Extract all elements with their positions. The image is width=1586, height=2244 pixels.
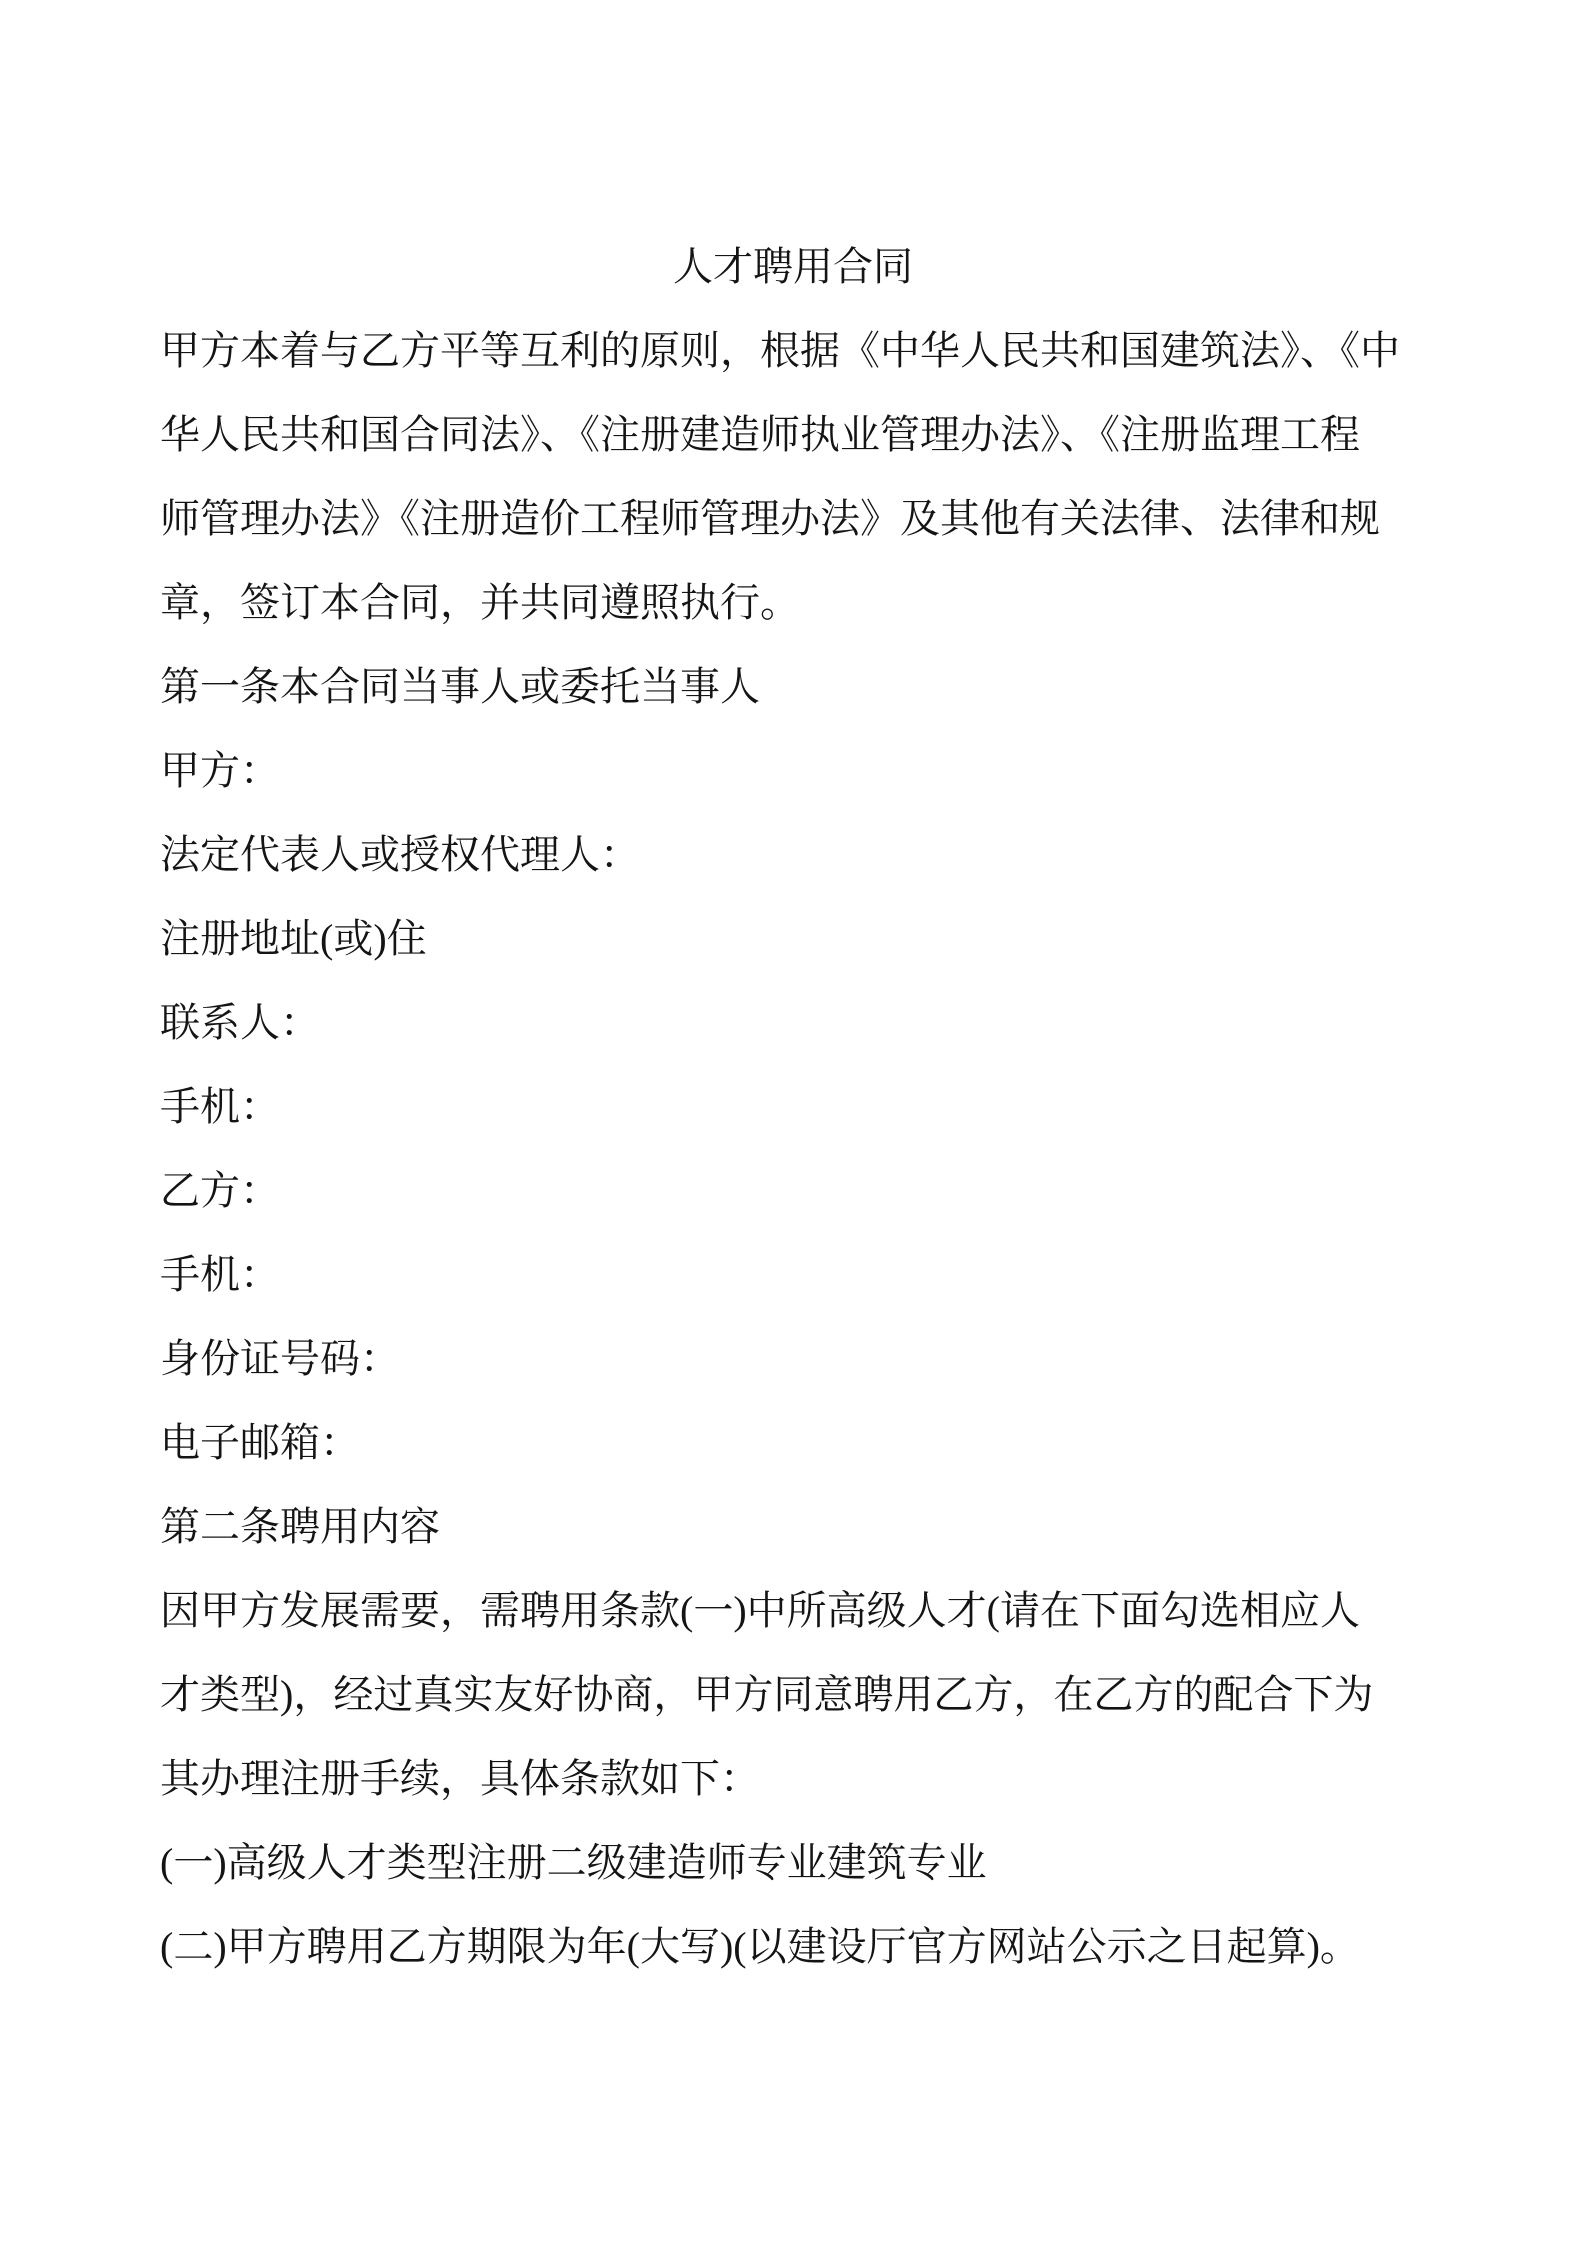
doc-line-article2-body-3: 其办理注册手续，具体条款如下： — [160, 1756, 760, 1801]
doc-line-article2-heading: 第二条聘用内容 — [160, 1504, 440, 1549]
doc-line-party-a-label: 甲方： — [160, 748, 280, 793]
doc-line-preamble-2: 华人民共和国合同法》、《注册建造师执业管理办法》、《注册监理工程 — [160, 412, 1360, 457]
doc-line-article2-body-1: 因甲方发展需要，需聘用条款(一)中所高级人才(请在下面勾选相应人 — [160, 1588, 1360, 1633]
doc-line-article1-heading: 第一条本合同当事人或委托当事人 — [160, 664, 760, 709]
doc-line-clause-2: (二)甲方聘用乙方期限为年(大写)(以建设厅官方网站公示之日起算)。 — [160, 1924, 1360, 1969]
doc-line-party-b-label: 乙方： — [160, 1168, 280, 1213]
doc-line-preamble-4: 章，签订本合同，并共同遵照执行。 — [160, 580, 800, 625]
doc-line-email-label: 电子邮箱： — [160, 1420, 360, 1465]
doc-line-clause-1: (一)高级人才类型注册二级建造师专业建筑专业 — [160, 1840, 987, 1885]
doc-line-article2-body-2: 才类型)，经过真实友好协商，甲方同意聘用乙方，在乙方的配合下为 — [160, 1672, 1374, 1717]
doc-line-contact-person-label: 联系人： — [160, 1000, 320, 1045]
document-title: 人才聘用合同 — [673, 244, 913, 289]
doc-line-id-number-label: 身份证号码： — [160, 1336, 400, 1381]
doc-line-legal-representative-label: 法定代表人或授权代理人： — [160, 832, 640, 877]
doc-line-preamble-3: 师管理办法》《注册造价工程师管理办法》及其他有关法律、法律和规 — [160, 496, 1380, 541]
doc-line-mobile-a-label: 手机： — [160, 1084, 280, 1129]
doc-line-registered-address-label: 注册地址(或)住 — [160, 916, 427, 961]
doc-line-preamble-1: 甲方本着与乙方平等互利的原则，根据《中华人民共和国建筑法》、《中 — [160, 328, 1400, 373]
doc-line-mobile-b-label: 手机： — [160, 1252, 280, 1297]
